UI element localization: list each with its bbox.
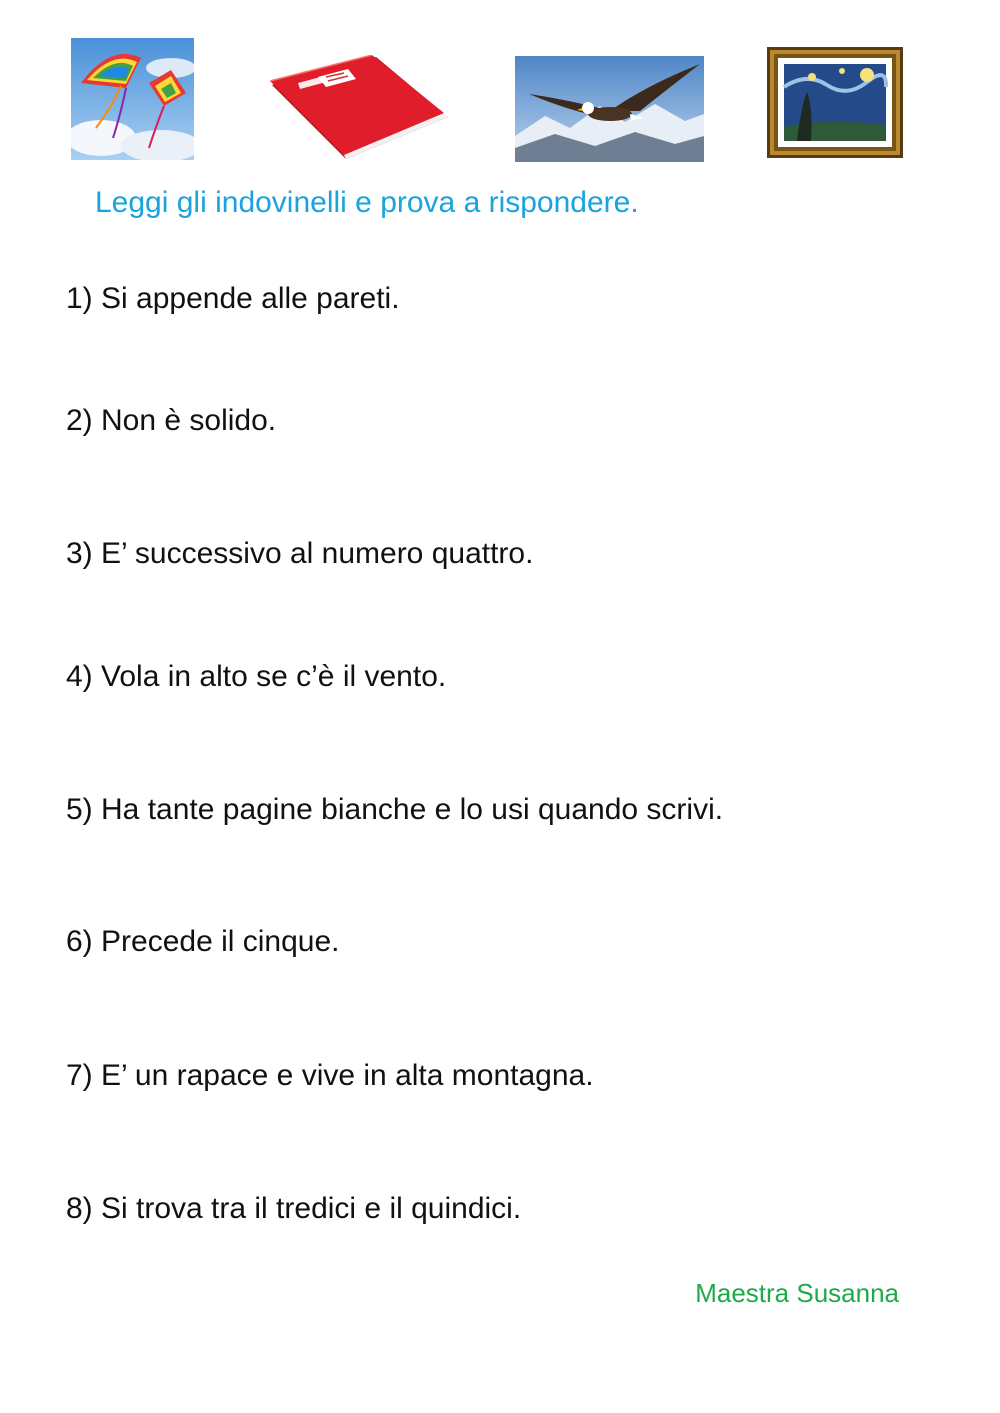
notebook-image (268, 55, 452, 163)
riddle-item: 5) Ha tante pagine bianche e lo usi quando scrivi. (66, 793, 724, 826)
instruction-text: Leggi gli indovinelli e prova a rispondere. (95, 186, 639, 219)
riddle-item: 1) Si appende alle pareti. (66, 282, 400, 315)
kites-image (71, 38, 194, 160)
riddle-item: 8) Si trova tra il tredici e il quindici. (66, 1192, 522, 1225)
riddle-item: 7) E’ un rapace e vive in alta montagna. (66, 1059, 594, 1092)
riddle-item: 2) Non è solido. (66, 404, 277, 437)
framed-painting-image (767, 47, 903, 158)
author-signature: Maestra Susanna (695, 1278, 899, 1308)
riddle-item: 6) Precede il cinque. (66, 925, 340, 958)
riddle-item: 3) E’ successivo al numero quattro. (66, 537, 534, 570)
eagle-image (515, 56, 704, 162)
riddle-item: 4) Vola in alto se c’è il vento. (66, 660, 447, 693)
